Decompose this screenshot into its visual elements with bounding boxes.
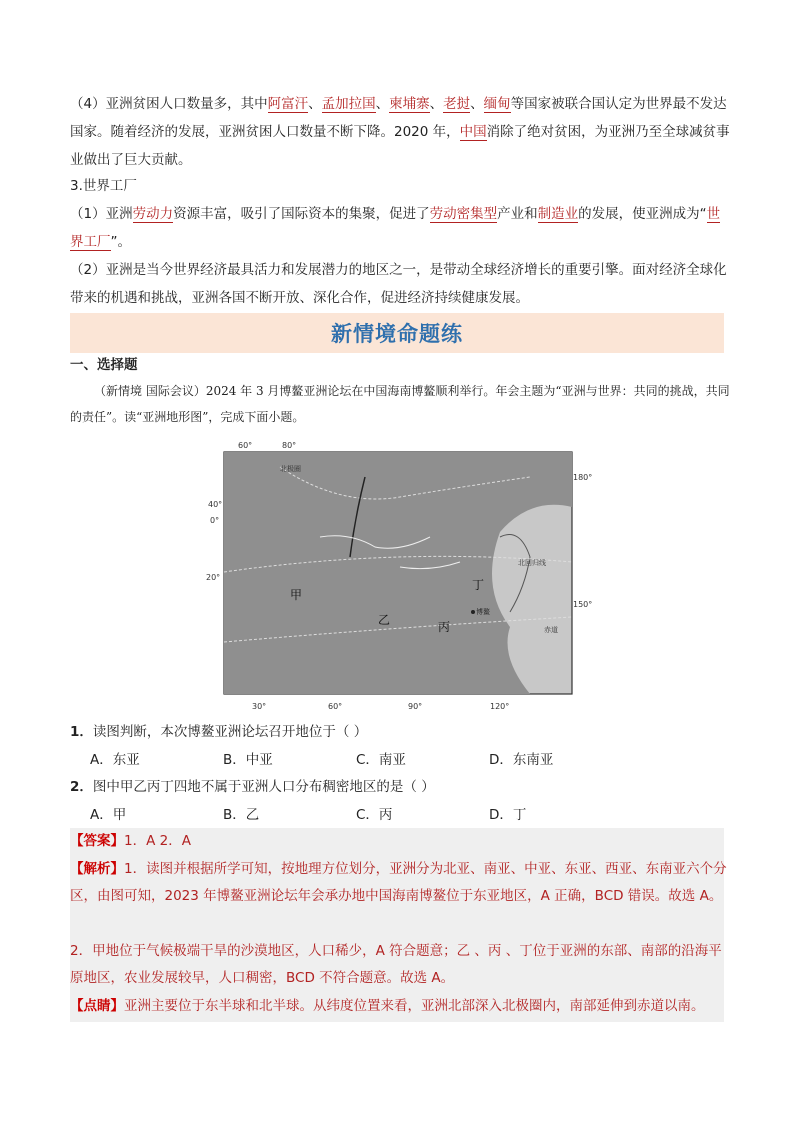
term-manufacturing: 制造业 <box>537 206 579 222</box>
lat-40: 40° <box>208 500 223 509</box>
question-1: 1．读图判断，本次博鳌亚洲论坛召开地位于（ ） <box>70 724 368 740</box>
heading-world-factory: 3.世界工厂 <box>70 178 137 194</box>
country-laos: 老挝 <box>443 96 471 112</box>
section-title: 一、选择题 <box>70 357 138 373</box>
boao-marker <box>471 610 475 614</box>
section-banner <box>70 313 724 353</box>
country-afghanistan: 阿富汗 <box>267 96 309 112</box>
q2-option-d[interactable]: D．丁 <box>489 807 527 823</box>
label-bing: 丙 <box>438 620 451 634</box>
label-equator: 赤道 <box>544 626 558 634</box>
label-ding: 丁 <box>472 578 485 592</box>
map-svg <box>200 437 600 712</box>
q2-option-a[interactable]: A．甲 <box>90 807 127 823</box>
country-china: 中国 <box>459 124 487 140</box>
label-boao: 博鳌 <box>476 608 490 616</box>
question-intro: （新情境 国际会议）2024 年 3 月博鳌亚洲论坛在中国海南博鳌顺利举行。年会主题为“亚洲与世界：共同的挑战，共同的责任”。读“亚洲地形图”，完成下面小题。 <box>70 384 730 424</box>
q2-option-b[interactable]: B．乙 <box>223 807 260 823</box>
paragraph-poverty: （4）亚洲贫困人口数量多，其中阿富汗、孟加拉国、柬埔寨、老挝、缅甸等国家被联合国认定为世界最不发达国家。随着经济的发展，亚洲贫困人口数量不断下降。2020 年，中国消除了绝对贫困，为亚洲乃至全球减贫事业做出了巨大贡献。 <box>70 96 730 168</box>
q1-option-d[interactable]: D．东南亚 <box>489 752 554 768</box>
q1-option-c[interactable]: C．南亚 <box>356 752 406 768</box>
right-180: 180° <box>573 473 593 482</box>
paragraph-world-factory-2: （2）亚洲是当今世界经济最具活力和发展潜力的地区之一，是带动全球经济增长的重要引擎。面对经济全球化带来的机遇和挑战，亚洲各国不断开放、深化合作，促进经济持续健康发展。 <box>70 262 727 306</box>
term-labor-intensive: 劳动密集型 <box>429 206 498 222</box>
answer-line: 【答案】1．A 2．A <box>70 833 191 849</box>
question-2: 2．图中甲乙丙丁四地不属于亚洲人口分布稠密地区的是（ ） <box>70 779 435 795</box>
term-world-factory: 世界工厂 <box>70 206 721 250</box>
q1-option-a[interactable]: A．东亚 <box>90 752 140 768</box>
lon-bottom-120: 120° <box>490 702 510 711</box>
label-tropic: 北回归线 <box>518 559 546 567</box>
right-150: 150° <box>573 600 593 609</box>
lon-bottom-90: 90° <box>408 702 423 711</box>
lat-0: 0° <box>210 516 220 525</box>
term-labor: 劳动力 <box>132 206 174 222</box>
lon-top-80: 80° <box>282 441 297 450</box>
banner-title: 新情境命题练 <box>331 322 463 346</box>
lon-top-60: 60° <box>238 441 253 450</box>
label-jia: 甲 <box>290 588 303 602</box>
label-arctic-circle: 北极圈 <box>280 465 301 473</box>
tip-line: 【点睛】亚洲主要位于东半球和北半球。从纬度位置来看，亚洲北部深入北极圈内，南部延伸到赤道以南。 <box>70 998 705 1014</box>
lat-20: 20° <box>206 573 221 582</box>
lon-bottom-30: 30° <box>252 702 267 711</box>
paragraph-world-factory-1: （1）亚洲劳动力资源丰富，吸引了国际资本的集聚，促进了劳动密集型产业和制造业的发展，使亚洲成为“世界工厂”。 <box>70 206 721 250</box>
label-yi: 乙 <box>378 613 391 627</box>
analysis-1: 【解析】1．读图并根据所学可知，按地理方位划分，亚洲分为北亚、南亚、中亚、东亚、西亚、东南亚六个分区，由图可知，2023 年博鳌亚洲论坛年会承办地中国海南博鳌位于东亚地区，A 正确，BCD 错误。故选 A。 <box>70 861 727 904</box>
country-cambodia: 柬埔寨 <box>389 96 430 112</box>
question-1-options <box>90 748 622 772</box>
country-bangladesh: 孟加拉国 <box>321 96 376 112</box>
q1-option-b[interactable]: B．中亚 <box>223 752 273 768</box>
q2-option-c[interactable]: C．丙 <box>356 807 393 823</box>
analysis-2: 2．甲地位于气候极端干旱的沙漠地区，人口稀少，A 符合题意；乙 、丙 、丁位于亚洲的东部、南部的沿海平原地区，农业发展较早，人口稠密，BCD 不符合题意。故选 A。 <box>70 943 722 986</box>
question-2-options <box>90 803 622 827</box>
country-myanmar: 缅甸 <box>483 96 511 112</box>
asia-terrain-map <box>200 437 600 712</box>
lon-bottom-60: 60° <box>328 702 343 711</box>
